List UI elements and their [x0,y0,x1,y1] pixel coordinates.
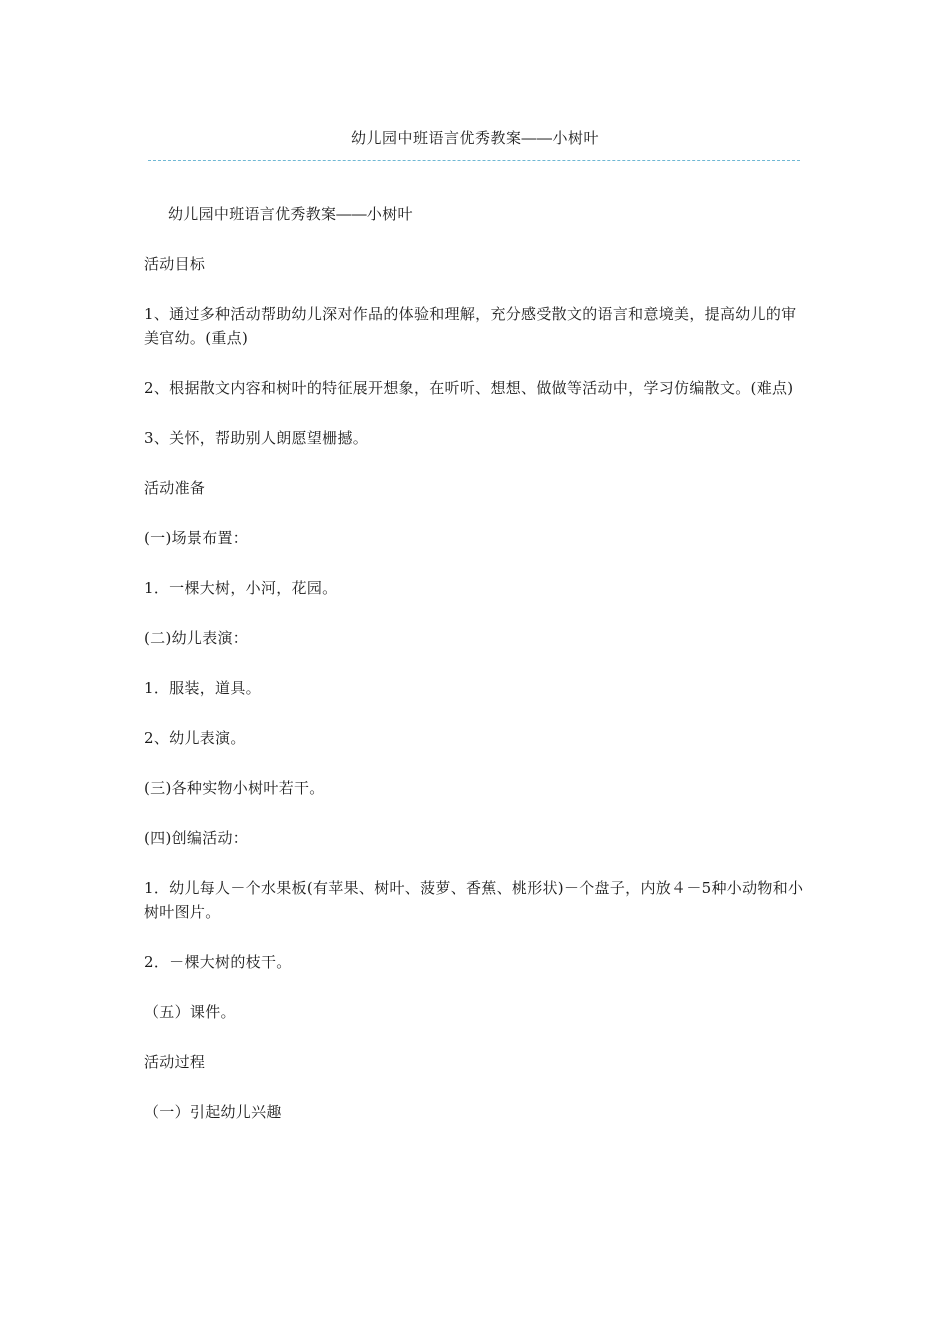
section-heading-process: 活动过程 [144,1053,206,1071]
prep-subheading-2: (二)幼儿表演： [144,629,249,647]
prep-subheading-4: (四)创编活动： [144,829,249,847]
prep-subheading-3: (三)各种实物小树叶若干。 [144,779,325,797]
goal-item-2: 2、根据散文内容和树叶的特征展开想象，在听听、想想、做做等活动中，学习仿编散文。(难点) [144,379,794,397]
process-subheading-1: （一）引起幼儿兴趣 [144,1103,282,1121]
goal-item-3: 3、关怀，帮助别人朗愿望栅撼。 [144,429,369,447]
prep-subheading-1: (一)场景布置： [144,529,249,547]
goal-item-1: 1、通过多种活动帮助幼儿深对作品的体验和理解，充分感受散文的语言和意境美，提高幼儿的审美官幼。(重点) [144,305,797,347]
prep-item: 2、幼儿表演。 [144,729,246,747]
section-heading-preparation: 活动准备 [144,479,206,497]
prep-subheading-5: （五）课件。 [144,1003,236,1021]
prep-item: 1．一棵大树，小河，花园。 [144,579,338,597]
prep-item: 1．幼儿每人－个水果板(有苹果、树叶、菠萝、香蕉、桃形状)－个盘子，内放４－5种小动物和小树叶图片。 [144,879,804,921]
document-title: 幼儿园中班语言优秀教案――小树叶 [350,129,599,147]
section-heading-goals: 活动目标 [144,255,206,273]
prep-item: 2．－棵大树的枝干。 [144,953,292,971]
prep-item: 1．服装，道具。 [144,679,261,697]
title-divider [148,160,800,161]
document-body [144,202,810,1150]
body-heading: 幼儿园中班语言优秀教案――小树叶 [168,205,413,223]
